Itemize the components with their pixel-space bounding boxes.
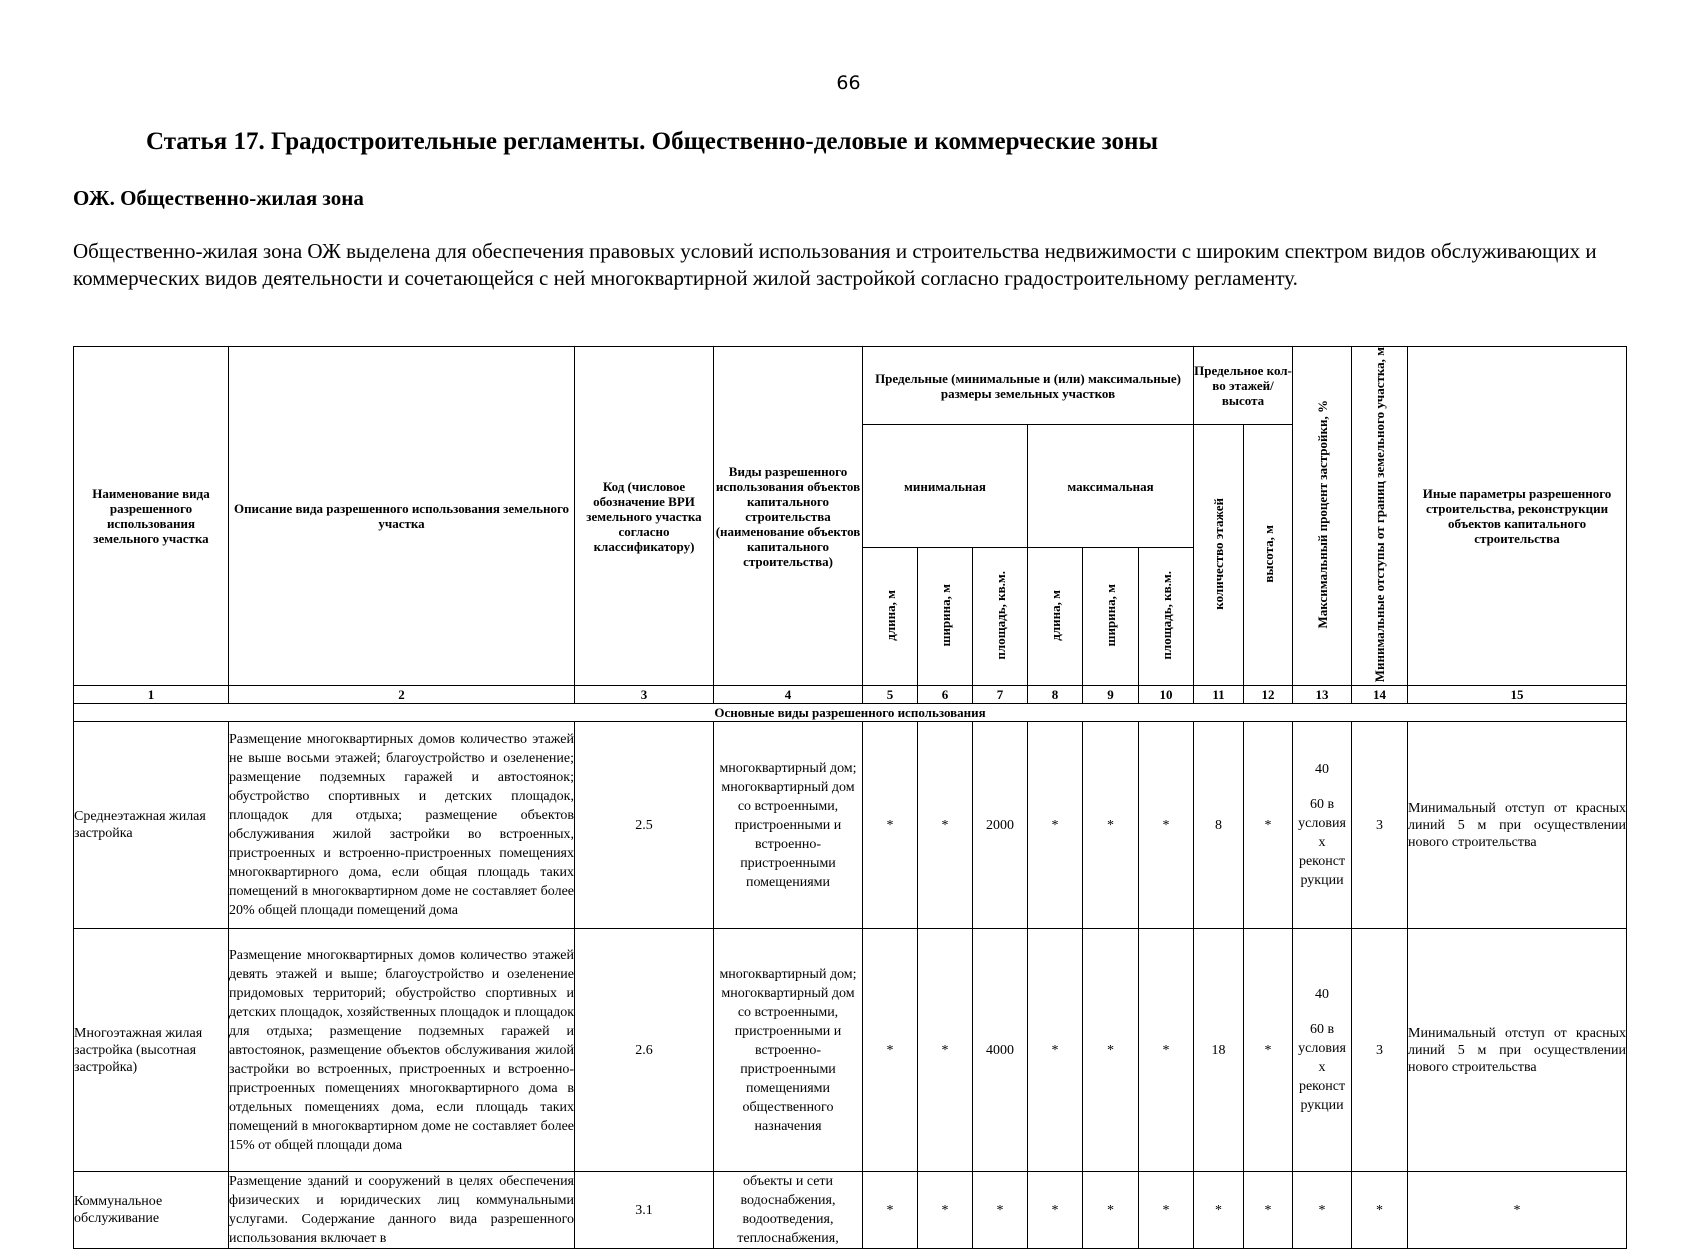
row-description: Размещение многоквартирных домов количество этажей не выше восьми этажей; благоустройство и озеленение; размещение подземных гаражей и автостоянок; обустройство спортивных и детских площадок, площадок для отдыха; размещение объектов обслуживания жилой застройки во встроенных, пристроенных и встроенно-пристроенных помещениях многоквартирного дома, если общая площадь таких помещений в многоквартирном доме не составляет более 20% общей площади помещений дома bbox=[229, 722, 575, 929]
header-max-length bbox=[1028, 548, 1083, 686]
row-max-width: * bbox=[1083, 929, 1139, 1172]
row-setback: 3 bbox=[1352, 929, 1408, 1172]
header-min-length-text: длина, м bbox=[882, 589, 898, 641]
row-floors: * bbox=[1194, 1172, 1244, 1249]
column-number: 8 bbox=[1028, 686, 1083, 704]
row-percent-main: 40 bbox=[1315, 987, 1330, 1003]
column-number: 2 bbox=[229, 686, 575, 704]
header-height bbox=[1244, 425, 1293, 686]
row-max-percent bbox=[1293, 722, 1352, 929]
header-max-area-text: площадь, кв.м. bbox=[1158, 570, 1174, 660]
row-description: Размещение многоквартирных домов количество этажей девять этажей и выше; благоустройство и озеленение придомовых территорий; обустройство спортивных и детских площадок, хозяйственных площадок и площадок для отдыха; размещение подземных гаражей и автостоянок, размещение объектов обслуживания жилой застройки во встроенных, пристроенных и встроенно-пристроенных помещениях многоквартирного дома в отдельных помещениях дома, если площадь таких помещений в многоквартирном доме не составляет более 15% от общей площади дома bbox=[229, 929, 575, 1172]
header-min-area bbox=[973, 548, 1028, 686]
row-objects: многоквартирный дом; многоквартирный дом со встроенными, пристроенными и встроенно-пристроенными помещениями общественного назначения bbox=[714, 929, 863, 1172]
column-number: 5 bbox=[863, 686, 918, 704]
row-min-length: * bbox=[863, 1172, 918, 1249]
header-other-params: Иные параметры разрешенного строительства, реконструкции объектов капитального строительства bbox=[1408, 347, 1627, 686]
section-title: Основные виды разрешенного использования bbox=[74, 704, 1627, 722]
row-description: Размещение зданий и сооружений в целях обеспечения физических и юридических лиц коммунальными услугами. Содержание данного вида разрешенного использования включает в bbox=[229, 1172, 575, 1249]
column-number: 11 bbox=[1194, 686, 1244, 704]
row-other-params: Минимальный отступ от красных линий 5 м при осуществлении нового строительства bbox=[1408, 722, 1627, 929]
row-name: Среднеэтажная жилая застройка bbox=[74, 722, 229, 929]
row-max-length: * bbox=[1028, 722, 1083, 929]
row-min-area: 2000 bbox=[973, 722, 1028, 929]
header-max-area bbox=[1139, 548, 1194, 686]
row-floors: 18 bbox=[1194, 929, 1244, 1172]
column-number: 15 bbox=[1408, 686, 1627, 704]
header-max-length-text: длина, м bbox=[1047, 589, 1063, 641]
row-other-params: Минимальный отступ от красных линий 5 м при осуществлении нового строительства bbox=[1408, 929, 1627, 1172]
regulations-table-wrapper bbox=[73, 346, 1626, 1249]
header-height-text: высота, м bbox=[1260, 524, 1276, 583]
row-max-area: * bbox=[1139, 1172, 1194, 1249]
header-max-percent bbox=[1293, 347, 1352, 686]
page-number: 66 bbox=[836, 72, 861, 94]
header-description: Описание вида разрешенного использования земельного участка bbox=[229, 347, 575, 686]
table-row bbox=[74, 1172, 1627, 1249]
header-min-setback bbox=[1352, 347, 1408, 686]
row-min-area: * bbox=[973, 1172, 1028, 1249]
row-setback: 3 bbox=[1352, 722, 1408, 929]
row-code: 2.5 bbox=[575, 722, 714, 929]
row-min-length: * bbox=[863, 722, 918, 929]
row-name: Коммунальное обслуживание bbox=[74, 1172, 229, 1249]
row-height: * bbox=[1244, 1172, 1293, 1249]
row-height: * bbox=[1244, 722, 1293, 929]
header-min-area-text: площадь, кв.м. bbox=[992, 570, 1008, 660]
header-floors-height: Предельное кол-во этажей/ высота bbox=[1194, 347, 1293, 425]
column-number: 9 bbox=[1083, 686, 1139, 704]
row-objects: многоквартирный дом; многоквартирный дом со встроенными, пристроенными и встроенно-пристроенными помещениями bbox=[714, 722, 863, 929]
row-max-percent bbox=[1293, 929, 1352, 1172]
zone-title: ОЖ. Общественно-жилая зона bbox=[73, 186, 364, 210]
header-max-width-text: ширина, м bbox=[1103, 584, 1118, 647]
column-number-row bbox=[74, 686, 1627, 704]
column-number: 12 bbox=[1244, 686, 1293, 704]
header-max-percent-text: Максимальный процент застройки, % bbox=[1314, 400, 1330, 629]
header-minimal: минимальная bbox=[863, 425, 1028, 548]
section-row bbox=[74, 704, 1627, 722]
column-number: 7 bbox=[973, 686, 1028, 704]
column-number: 3 bbox=[575, 686, 714, 704]
header-min-width bbox=[918, 548, 973, 686]
header-floors-count-text: количество этажей bbox=[1211, 497, 1227, 610]
row-max-width: * bbox=[1083, 1172, 1139, 1249]
column-number: 14 bbox=[1352, 686, 1408, 704]
row-objects: объекты и сети водоснабжения, водоотведения, теплоснабжения, bbox=[714, 1172, 863, 1249]
column-number: 6 bbox=[918, 686, 973, 704]
header-max-width bbox=[1083, 548, 1139, 686]
row-max-length: * bbox=[1028, 929, 1083, 1172]
row-percent-reconstruction: 60 в условия х реконст рукции bbox=[1298, 1022, 1346, 1114]
header-maximal: максимальная bbox=[1028, 425, 1194, 548]
header-name: Наименование вида разрешенного использования земельного участка bbox=[74, 347, 229, 686]
column-number: 4 bbox=[714, 686, 863, 704]
row-max-area: * bbox=[1139, 929, 1194, 1172]
intro-paragraph: Общественно-жилая зона ОЖ выделена для обеспечения правовых условий использования и строительства недвижимости с широким спектром видов обслуживающих и коммерческих видов деятельности и сочетающейся с ней многоквартирной жилой застройкой согласно градостроительному регламенту. bbox=[73, 239, 1597, 290]
row-min-width: * bbox=[918, 722, 973, 929]
row-percent-reconstruction: 60 в условия х реконст рукции bbox=[1298, 797, 1346, 889]
regulations-table bbox=[73, 346, 1627, 1249]
row-min-length: * bbox=[863, 929, 918, 1172]
row-percent-main: 40 bbox=[1315, 762, 1330, 778]
row-max-length: * bbox=[1028, 1172, 1083, 1249]
row-min-area: 4000 bbox=[973, 929, 1028, 1172]
header-min-setback-text: Минимальные отступы от границ земельного участка, м bbox=[1372, 347, 1388, 683]
row-code: 2.6 bbox=[575, 929, 714, 1172]
header-plot-size-limits: Предельные (минимальные и (или) максимальные) размеры земельных участков bbox=[863, 347, 1194, 425]
header-floors-count bbox=[1194, 425, 1244, 686]
column-number: 10 bbox=[1139, 686, 1194, 704]
row-max-width: * bbox=[1083, 722, 1139, 929]
row-code: 3.1 bbox=[575, 1172, 714, 1249]
row-min-width: * bbox=[918, 929, 973, 1172]
header-min-width-text: ширина, м bbox=[937, 584, 953, 647]
article-title: Статья 17. Градостроительные регламенты. Общественно-деловые и коммерческие зоны bbox=[146, 128, 1158, 155]
column-number: 1 bbox=[74, 686, 229, 704]
row-max-percent: * bbox=[1293, 1172, 1352, 1249]
row-setback: * bbox=[1352, 1172, 1408, 1249]
row-name: Многоэтажная жилая застройка (высотная застройка) bbox=[74, 929, 229, 1172]
header-objects: Виды разрешенного использования объектов капитального строительства (наименование объектов капитального строительства) bbox=[714, 347, 863, 686]
table-row bbox=[74, 929, 1627, 1172]
row-floors: 8 bbox=[1194, 722, 1244, 929]
row-min-width: * bbox=[918, 1172, 973, 1249]
row-height: * bbox=[1244, 929, 1293, 1172]
column-number: 13 bbox=[1293, 686, 1352, 704]
header-code: Код (числовое обозначение ВРИ земельного участка согласно классификатору) bbox=[575, 347, 714, 686]
table-row bbox=[74, 722, 1627, 929]
row-other-params: * bbox=[1408, 1172, 1627, 1249]
header-min-length bbox=[863, 548, 918, 686]
row-max-area: * bbox=[1139, 722, 1194, 929]
